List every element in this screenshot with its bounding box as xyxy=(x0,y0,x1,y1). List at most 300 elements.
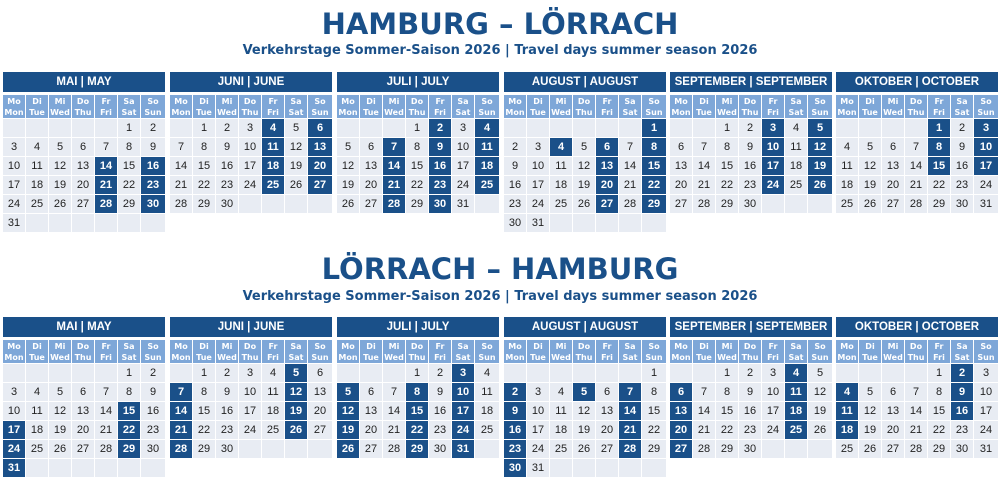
day-cell: 27 xyxy=(882,440,904,458)
travel-day-cell: 12 xyxy=(337,402,359,420)
weekday-header-row xyxy=(670,95,832,118)
day-cell: 26 xyxy=(859,440,881,458)
weekday-label-de: Mo xyxy=(674,342,688,351)
day-cell: 30 xyxy=(504,214,526,232)
travel-day-cell: 19 xyxy=(808,157,832,175)
empty-day-cell xyxy=(475,195,499,213)
weekday-label-en: Fri xyxy=(601,108,613,117)
empty-day-cell xyxy=(118,214,140,232)
day-cell: 19 xyxy=(337,176,359,194)
weekday-label-en: Sun xyxy=(478,108,496,117)
empty-day-cell xyxy=(337,119,359,137)
day-cell: 18 xyxy=(26,176,48,194)
day-cell: 9 xyxy=(739,138,761,156)
day-cell: 19 xyxy=(859,421,881,439)
travel-day-cell: 15 xyxy=(406,402,428,420)
day-cell: 2 xyxy=(141,364,165,382)
travel-day-cell: 15 xyxy=(118,402,140,420)
day-cell: 13 xyxy=(360,402,382,420)
day-cell: 27 xyxy=(72,195,94,213)
day-cell: 18 xyxy=(26,421,48,439)
day-cell: 31 xyxy=(527,459,549,477)
weekday-label-de: Fr xyxy=(768,97,778,106)
day-cell: 11 xyxy=(26,157,48,175)
day-cell: 14 xyxy=(905,402,927,420)
day-cell: 16 xyxy=(739,402,761,420)
empty-day-cell xyxy=(859,364,881,382)
weekday-label-en: Fri xyxy=(767,108,779,117)
day-cell: 29 xyxy=(118,195,140,213)
day-cell: 18 xyxy=(550,421,572,439)
travel-day-cell: 6 xyxy=(596,138,618,156)
weekday-label xyxy=(170,340,192,363)
travel-day-cell: 26 xyxy=(337,440,359,458)
weekday-header-row xyxy=(3,95,165,118)
month-header: MAI | MAY xyxy=(3,317,165,337)
weekday-label-en: Sun xyxy=(645,108,663,117)
day-cell: 1 xyxy=(928,364,950,382)
weekday-label-en: Sun xyxy=(977,108,995,117)
weekday-label-en: Wed xyxy=(217,353,237,362)
weekday-label xyxy=(670,340,692,363)
travel-day-cell: 17 xyxy=(974,157,998,175)
weekday-label xyxy=(693,95,715,118)
day-cell: 6 xyxy=(360,383,382,401)
day-cell: 17 xyxy=(762,402,784,420)
weekday-label-en: Thu xyxy=(741,108,759,117)
day-grid xyxy=(337,364,499,458)
weekday-header-row xyxy=(337,95,499,118)
weekday-label-de: So xyxy=(314,342,326,351)
travel-day-cell: 5 xyxy=(337,383,359,401)
weekday-label xyxy=(95,95,117,118)
day-cell: 21 xyxy=(619,176,641,194)
weekday-label-de: Do xyxy=(577,342,591,351)
day-cell: 3 xyxy=(239,364,261,382)
day-cell: 18 xyxy=(836,176,858,194)
day-cell: 23 xyxy=(216,176,238,194)
empty-day-cell xyxy=(141,459,165,477)
empty-day-cell xyxy=(72,459,94,477)
travel-day-cell: 13 xyxy=(308,138,332,156)
day-cell: 5 xyxy=(859,138,881,156)
weekday-label-en: Tue xyxy=(862,353,878,362)
weekday-label xyxy=(193,340,215,363)
travel-day-cell: 11 xyxy=(475,138,499,156)
weekday-label-de: Sa xyxy=(790,342,802,351)
day-cell: 3 xyxy=(3,138,25,156)
day-cell: 23 xyxy=(951,176,973,194)
day-cell: 10 xyxy=(3,157,25,175)
travel-day-cell: 22 xyxy=(406,421,428,439)
empty-day-cell xyxy=(619,459,641,477)
day-cell: 29 xyxy=(928,195,950,213)
weekday-label-de: Mi xyxy=(887,342,899,351)
weekday-label-de: Mi xyxy=(887,97,899,106)
empty-day-cell xyxy=(808,440,832,458)
day-cell: 13 xyxy=(72,402,94,420)
weekday-label xyxy=(504,95,526,118)
weekday-label-de: Mo xyxy=(508,342,522,351)
day-cell: 10 xyxy=(452,138,474,156)
weekday-label-de: Mo xyxy=(840,342,854,351)
month-calendar xyxy=(504,72,666,232)
day-cell: 7 xyxy=(95,138,117,156)
month-header: AUGUST | AUGUST xyxy=(504,317,666,337)
day-cell: 5 xyxy=(337,138,359,156)
weekday-label-en: Sun xyxy=(478,353,496,362)
travel-day-cell: 10 xyxy=(974,138,998,156)
empty-day-cell xyxy=(670,364,692,382)
weekday-label-en: Thu xyxy=(907,108,925,117)
day-cell: 24 xyxy=(762,421,784,439)
day-cell: 7 xyxy=(619,138,641,156)
weekday-label xyxy=(716,95,738,118)
day-cell: 11 xyxy=(550,157,572,175)
weekday-label-en: Mon xyxy=(505,108,525,117)
weekday-label-en: Fri xyxy=(434,353,446,362)
weekday-label xyxy=(95,340,117,363)
travel-day-cell: 3 xyxy=(762,119,784,137)
weekday-label-en: Thu xyxy=(241,108,259,117)
weekday-label-de: Mo xyxy=(674,97,688,106)
weekday-label-de: Di xyxy=(366,97,376,106)
weekday-label-de: Mo xyxy=(174,97,188,106)
day-cell: 10 xyxy=(974,383,998,401)
day-cell: 26 xyxy=(49,195,71,213)
travel-day-cell: 29 xyxy=(642,195,666,213)
day-grid xyxy=(337,119,499,213)
empty-day-cell xyxy=(573,119,595,137)
day-cell: 31 xyxy=(452,195,474,213)
day-cell: 31 xyxy=(3,214,25,232)
weekday-label-en: Wed xyxy=(883,108,903,117)
day-cell: 25 xyxy=(475,421,499,439)
day-cell: 18 xyxy=(550,176,572,194)
empty-day-cell xyxy=(619,119,641,137)
weekday-label-en: Thu xyxy=(741,353,759,362)
travel-day-cell: 23 xyxy=(141,176,165,194)
travel-day-cell: 10 xyxy=(452,383,474,401)
day-cell: 15 xyxy=(716,402,738,420)
day-cell: 20 xyxy=(72,176,94,194)
day-grid xyxy=(170,119,332,213)
day-cell: 16 xyxy=(216,157,238,175)
day-cell: 13 xyxy=(670,157,692,175)
empty-day-cell xyxy=(905,364,927,382)
weekday-label-en: Thu xyxy=(408,108,426,117)
travel-day-cell: 26 xyxy=(285,421,307,439)
month-calendar xyxy=(337,72,499,213)
weekday-label-en: Tue xyxy=(530,108,546,117)
day-cell: 12 xyxy=(285,138,307,156)
day-cell: 23 xyxy=(739,176,761,194)
weekday-label-en: Fri xyxy=(267,108,279,117)
empty-day-cell xyxy=(26,459,48,477)
weekday-label-en: Mon xyxy=(338,108,358,117)
weekday-label xyxy=(882,95,904,118)
travel-day-cell: 25 xyxy=(475,176,499,194)
empty-day-cell xyxy=(141,214,165,232)
travel-day-cell: 23 xyxy=(429,176,451,194)
month-calendar xyxy=(670,317,832,458)
month-header: OKTOBER | OCTOBER xyxy=(836,72,998,92)
empty-day-cell xyxy=(95,214,117,232)
day-cell: 14 xyxy=(693,157,715,175)
day-cell: 15 xyxy=(193,157,215,175)
travel-day-cell: 15 xyxy=(928,157,950,175)
weekday-label xyxy=(739,340,761,363)
day-cell: 17 xyxy=(3,176,25,194)
weekday-label xyxy=(951,340,973,363)
travel-day-cell: 23 xyxy=(504,440,526,458)
weekday-label xyxy=(285,340,307,363)
travel-day-cell: 10 xyxy=(762,138,784,156)
day-cell: 14 xyxy=(905,157,927,175)
day-cell: 11 xyxy=(836,157,858,175)
weekday-label-de: Sa xyxy=(457,342,469,351)
day-cell: 30 xyxy=(951,195,973,213)
day-cell: 15 xyxy=(193,402,215,420)
travel-day-cell: 18 xyxy=(836,421,858,439)
weekday-label xyxy=(170,95,192,118)
day-cell: 1 xyxy=(193,364,215,382)
month-calendar xyxy=(836,72,998,213)
day-cell: 26 xyxy=(573,440,595,458)
day-cell: 17 xyxy=(527,176,549,194)
empty-day-cell xyxy=(762,195,784,213)
weekday-label-en: Wed xyxy=(551,353,571,362)
travel-day-cell: 8 xyxy=(406,383,428,401)
travel-day-cell: 3 xyxy=(974,119,998,137)
travel-day-cell: 29 xyxy=(406,440,428,458)
travel-day-cell: 30 xyxy=(141,195,165,213)
day-grid xyxy=(670,119,832,213)
day-cell: 3 xyxy=(527,383,549,401)
day-cell: 16 xyxy=(951,157,973,175)
weekday-label xyxy=(49,95,71,118)
weekday-label-de: Sa xyxy=(624,97,636,106)
day-cell: 1 xyxy=(118,364,140,382)
day-cell: 6 xyxy=(596,383,618,401)
weekday-label-de: Do xyxy=(743,97,757,106)
weekday-label-de: Sa xyxy=(956,342,968,351)
weekday-label xyxy=(527,340,549,363)
day-cell: 21 xyxy=(693,176,715,194)
travel-day-cell: 9 xyxy=(504,402,526,420)
day-cell: 3 xyxy=(3,383,25,401)
travel-day-cell: 7 xyxy=(170,383,192,401)
day-cell: 22 xyxy=(716,421,738,439)
weekday-label-en: Wed xyxy=(384,353,404,362)
weekday-label xyxy=(72,340,94,363)
day-grid xyxy=(170,364,332,458)
day-grid xyxy=(3,119,165,232)
travel-day-cell: 18 xyxy=(262,157,284,175)
weekday-label-de: Do xyxy=(76,342,90,351)
empty-day-cell xyxy=(49,364,71,382)
weekday-label-en: Sun xyxy=(144,353,162,362)
day-cell: 25 xyxy=(26,195,48,213)
weekday-label-en: Wed xyxy=(384,108,404,117)
weekday-label-en: Sat xyxy=(288,353,304,362)
weekday-label-en: Fri xyxy=(267,353,279,362)
empty-day-cell xyxy=(882,119,904,137)
day-cell: 5 xyxy=(49,138,71,156)
day-cell: 29 xyxy=(716,195,738,213)
weekday-label-en: Tue xyxy=(29,353,45,362)
travel-day-cell: 1 xyxy=(928,119,950,137)
day-cell: 21 xyxy=(95,421,117,439)
day-cell: 2 xyxy=(429,364,451,382)
day-cell: 25 xyxy=(836,195,858,213)
day-cell: 6 xyxy=(72,383,94,401)
empty-day-cell xyxy=(808,195,832,213)
day-cell: 23 xyxy=(951,421,973,439)
empty-day-cell xyxy=(95,364,117,382)
weekday-label-en: Tue xyxy=(696,108,712,117)
day-cell: 20 xyxy=(882,421,904,439)
weekday-label xyxy=(337,95,359,118)
weekday-label-de: Do xyxy=(743,342,757,351)
travel-day-cell: 24 xyxy=(452,421,474,439)
weekday-label-de: Di xyxy=(699,97,709,106)
weekday-label-de: Mo xyxy=(840,97,854,106)
weekday-label xyxy=(308,95,332,118)
weekday-label-de: Mo xyxy=(174,342,188,351)
day-cell: 12 xyxy=(859,157,881,175)
empty-day-cell xyxy=(619,364,641,382)
weekday-label xyxy=(26,340,48,363)
day-cell: 21 xyxy=(693,421,715,439)
weekday-label-en: Wed xyxy=(717,108,737,117)
weekday-label-de: Fr xyxy=(602,342,612,351)
weekday-label-en: Tue xyxy=(696,353,712,362)
day-cell: 27 xyxy=(360,195,382,213)
day-cell: 19 xyxy=(808,402,832,420)
empty-day-cell xyxy=(3,364,25,382)
weekday-label-en: Sun xyxy=(311,108,329,117)
weekday-label-en: Mon xyxy=(4,108,24,117)
empty-day-cell xyxy=(527,364,549,382)
weekday-label-de: Fr xyxy=(602,97,612,106)
month-calendar xyxy=(170,72,332,213)
day-cell: 12 xyxy=(808,383,832,401)
empty-day-cell xyxy=(118,459,140,477)
day-cell: 14 xyxy=(170,157,192,175)
travel-day-cell: 25 xyxy=(262,176,284,194)
weekday-label xyxy=(360,340,382,363)
empty-day-cell xyxy=(859,119,881,137)
day-cell: 25 xyxy=(550,195,572,213)
day-cell: 15 xyxy=(928,402,950,420)
day-cell: 9 xyxy=(141,138,165,156)
empty-day-cell xyxy=(239,195,261,213)
day-cell: 29 xyxy=(193,195,215,213)
day-cell: 28 xyxy=(905,195,927,213)
day-cell: 26 xyxy=(285,176,307,194)
day-cell: 20 xyxy=(670,176,692,194)
weekday-label-en: Fri xyxy=(767,353,779,362)
weekday-label-en: Wed xyxy=(217,108,237,117)
day-cell: 16 xyxy=(739,157,761,175)
day-cell: 8 xyxy=(118,383,140,401)
day-cell: 30 xyxy=(216,195,238,213)
empty-day-cell xyxy=(26,364,48,382)
weekday-label-de: Mi xyxy=(555,342,567,351)
weekday-label-de: Mi xyxy=(54,342,66,351)
day-cell: 11 xyxy=(785,138,807,156)
day-cell: 14 xyxy=(95,402,117,420)
empty-day-cell xyxy=(882,364,904,382)
weekday-label xyxy=(859,95,881,118)
day-cell: 25 xyxy=(262,421,284,439)
day-cell: 7 xyxy=(905,383,927,401)
day-cell: 29 xyxy=(642,440,666,458)
weekday-label xyxy=(360,95,382,118)
travel-day-cell: 16 xyxy=(429,157,451,175)
weekday-label xyxy=(785,95,807,118)
weekday-label-de: Fr xyxy=(268,342,278,351)
travel-day-cell: 27 xyxy=(308,176,332,194)
weekday-header-row xyxy=(170,95,332,118)
weekday-label-de: So xyxy=(481,342,493,351)
empty-day-cell xyxy=(905,119,927,137)
travel-day-cell: 25 xyxy=(785,421,807,439)
weekday-label xyxy=(285,95,307,118)
empty-day-cell xyxy=(360,364,382,382)
day-cell: 14 xyxy=(693,402,715,420)
day-cell: 26 xyxy=(808,421,832,439)
empty-day-cell xyxy=(785,440,807,458)
day-cell: 20 xyxy=(882,176,904,194)
weekday-label-de: Mo xyxy=(7,342,21,351)
weekday-header-row xyxy=(504,340,666,363)
weekday-label xyxy=(670,95,692,118)
empty-day-cell xyxy=(504,119,526,137)
travel-day-cell: 8 xyxy=(642,138,666,156)
day-cell: 26 xyxy=(573,195,595,213)
weekday-label-en: Sat xyxy=(121,108,137,117)
month-header: SEPTEMBER | SEPTEMBER xyxy=(670,317,832,337)
weekday-label-en: Sat xyxy=(121,353,137,362)
day-cell: 4 xyxy=(836,138,858,156)
weekday-header-row xyxy=(3,340,165,363)
day-cell: 17 xyxy=(239,402,261,420)
weekday-label-en: Mon xyxy=(171,353,191,362)
weekday-label xyxy=(452,340,474,363)
day-cell: 24 xyxy=(974,176,998,194)
day-cell: 7 xyxy=(95,383,117,401)
day-cell: 6 xyxy=(882,138,904,156)
weekday-label xyxy=(619,95,641,118)
empty-day-cell xyxy=(49,459,71,477)
day-cell: 5 xyxy=(285,119,307,137)
weekday-label xyxy=(905,340,927,363)
day-cell: 29 xyxy=(716,440,738,458)
day-cell: 3 xyxy=(452,119,474,137)
day-grid xyxy=(504,119,666,232)
day-cell: 8 xyxy=(193,138,215,156)
weekday-label-de: Sa xyxy=(123,97,135,106)
weekday-label xyxy=(475,340,499,363)
day-cell: 30 xyxy=(141,440,165,458)
weekday-label xyxy=(693,340,715,363)
day-cell: 7 xyxy=(905,138,927,156)
weekday-label xyxy=(882,340,904,363)
weekday-label-en: Fri xyxy=(933,353,945,362)
day-cell: 8 xyxy=(716,383,738,401)
